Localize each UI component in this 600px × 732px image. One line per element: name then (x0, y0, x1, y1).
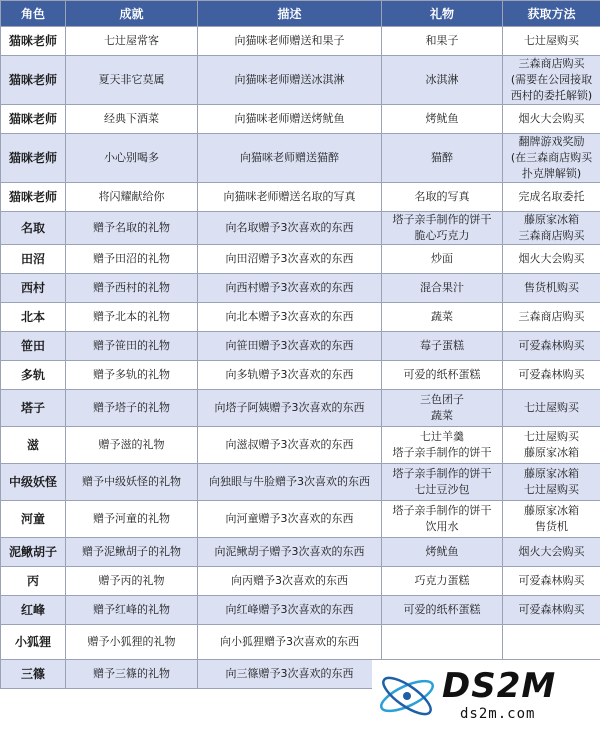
method-line: 七辻屋购买 (524, 34, 579, 47)
method-line: 七辻屋购买 (524, 430, 579, 443)
achievement-cell: 赠予多轨的礼物 (66, 361, 198, 390)
achievement-cell: 赠予北本的礼物 (66, 303, 198, 332)
gift-cell (382, 56, 503, 105)
role-cell: 北本 (1, 303, 66, 332)
header-description: 描述 (198, 1, 382, 27)
method-line: 藤原家冰箱 (524, 504, 579, 517)
achievement-cell: 赠予中级妖怪的礼物 (66, 464, 198, 501)
gift-cell (382, 464, 503, 501)
gift-line: 烤鱿鱼 (425, 545, 459, 558)
role-cell: 田沼 (1, 245, 66, 274)
gift-cell (382, 212, 503, 245)
gift-line: 蔬菜 (431, 409, 453, 422)
role-cell: 滋 (1, 427, 66, 464)
header-gift: 礼物 (382, 1, 503, 27)
gift-line: 莓子蛋糕 (420, 339, 464, 352)
gift-cell (382, 390, 503, 427)
table-row (1, 390, 600, 427)
method-line: 三森商店购买 (518, 229, 585, 242)
table-row (1, 427, 600, 464)
table-row (1, 56, 600, 105)
role-cell: 红峰 (1, 596, 66, 625)
atom-logo-icon (376, 668, 438, 724)
method-cell (503, 390, 600, 427)
role-cell: 三篠 (1, 660, 66, 689)
method-line: (在三森商店购买 (510, 151, 593, 164)
method-cell (503, 183, 600, 212)
method-line: 扑克牌解锁) (521, 167, 582, 180)
gift-line: 可爱的纸杯蛋糕 (403, 603, 481, 616)
description-cell: 向泥鳅胡子赠予3次喜欢的东西 (198, 538, 382, 567)
gift-line: 脆心巧克力 (414, 229, 470, 242)
role-cell: 小狐狸 (1, 625, 66, 660)
gift-line: 饮用水 (425, 520, 459, 533)
method-line: 藤原家冰箱 (524, 467, 579, 480)
method-cell (503, 274, 600, 303)
description-cell: 向名取赠予3次喜欢的东西 (198, 212, 382, 245)
gift-line: 烤鱿鱼 (425, 112, 459, 125)
gift-line: 可爱的纸杯蛋糕 (403, 368, 481, 381)
method-cell (503, 538, 600, 567)
achievement-cell: 夏天非它莫属 (66, 56, 198, 105)
description-cell: 向北本赠予3次喜欢的东西 (198, 303, 382, 332)
table-row (1, 567, 600, 596)
method-line: 可爱森林购买 (518, 574, 585, 587)
method-line: 可爱森林购买 (518, 368, 585, 381)
description-cell: 向田沼赠予3次喜欢的东西 (198, 245, 382, 274)
gift-line: 蔬菜 (431, 310, 453, 323)
method-cell (503, 332, 600, 361)
table-row (1, 183, 600, 212)
description-cell: 向多轨赠予3次喜欢的东西 (198, 361, 382, 390)
gift-line: 巧克力蛋糕 (414, 574, 470, 587)
description-cell: 向独眼与牛脸赠予3次喜欢的东西 (198, 464, 382, 501)
method-line: 售货机 (535, 520, 568, 533)
gift-cell (382, 332, 503, 361)
description-cell: 向三篠赠予3次喜欢的东西 (198, 660, 382, 689)
table-row (1, 625, 600, 660)
description-cell: 向丙赠予3次喜欢的东西 (198, 567, 382, 596)
role-cell: 多轨 (1, 361, 66, 390)
gift-cell (382, 427, 503, 464)
description-cell: 向塔子阿姨赠予3次喜欢的东西 (198, 390, 382, 427)
achievement-cell: 赠予田沼的礼物 (66, 245, 198, 274)
method-cell (503, 464, 600, 501)
description-cell: 向猫咪老师赠送烤鱿鱼 (198, 105, 382, 134)
description-cell: 向小狐狸赠予3次喜欢的东西 (198, 625, 382, 660)
gift-cell (382, 105, 503, 134)
method-line: 烟火大会购买 (518, 545, 585, 558)
method-line: 七辻屋购买 (524, 483, 579, 496)
table-row (1, 538, 600, 567)
table-row (1, 245, 600, 274)
role-cell: 丙 (1, 567, 66, 596)
gift-line: 冰淇淋 (425, 73, 459, 86)
gift-cell (382, 501, 503, 538)
table-row (1, 212, 600, 245)
role-cell: 猫咪老师 (1, 56, 66, 105)
gift-line: 和果子 (425, 34, 459, 47)
method-line: (需要在公园接取 (510, 73, 593, 86)
method-line: 可爱森林购买 (518, 603, 585, 616)
role-cell: 猫咪老师 (1, 183, 66, 212)
achievement-cell: 赠予笹田的礼物 (66, 332, 198, 361)
method-line: 七辻屋购买 (524, 401, 579, 414)
achievement-cell: 赠予小狐狸的礼物 (66, 625, 198, 660)
gift-cell (382, 303, 503, 332)
method-line: 西村的委托解锁) (510, 89, 593, 102)
header-method: 获取方法 (503, 1, 600, 27)
table-header-row (1, 1, 600, 27)
achievement-cell: 赠予河童的礼物 (66, 501, 198, 538)
role-cell: 名取 (1, 212, 66, 245)
achievement-cell: 赠予滋的礼物 (66, 427, 198, 464)
gift-cell (382, 567, 503, 596)
description-cell: 向猫咪老师赠送冰淇淋 (198, 56, 382, 105)
method-line: 藤原家冰箱 (524, 213, 579, 226)
method-cell (503, 427, 600, 464)
gift-line: 炒面 (431, 252, 453, 265)
method-cell (503, 212, 600, 245)
role-cell: 猫咪老师 (1, 27, 66, 56)
method-line: 烟火大会购买 (518, 252, 585, 265)
logo-brand-text: DS2M (442, 666, 557, 706)
gift-cell (382, 183, 503, 212)
gift-line: 三色团子 (420, 393, 464, 406)
gift-line: 猫醉 (431, 151, 453, 164)
method-cell (503, 27, 600, 56)
gift-line: 七辻羊羹 (420, 430, 464, 443)
table-row (1, 361, 600, 390)
method-cell (503, 361, 600, 390)
achievement-cell: 赠予三篠的礼物 (66, 660, 198, 689)
role-cell: 河童 (1, 501, 66, 538)
table-row (1, 105, 600, 134)
gift-line: 塔子亲手制作的饼干 (392, 446, 492, 459)
method-line: 翻牌游戏奖励 (518, 135, 585, 148)
role-cell: 猫咪老师 (1, 105, 66, 134)
description-cell: 向河童赠予3次喜欢的东西 (198, 501, 382, 538)
achievement-cell: 经典下酒菜 (66, 105, 198, 134)
header-achievement: 成就 (66, 1, 198, 27)
method-cell (503, 501, 600, 538)
role-cell: 中级妖怪 (1, 464, 66, 501)
method-cell (503, 245, 600, 274)
table-row (1, 501, 600, 538)
gift-line: 名取的写真 (414, 190, 470, 203)
achievement-cell: 小心别喝多 (66, 134, 198, 183)
table-body (1, 27, 600, 689)
method-cell (503, 596, 600, 625)
achievement-cell: 将闪耀献给你 (66, 183, 198, 212)
gift-line: 七辻豆沙包 (414, 483, 470, 496)
table-row (1, 332, 600, 361)
achievement-cell: 赠予泥鳅胡子的礼物 (66, 538, 198, 567)
method-cell (503, 105, 600, 134)
method-line: 烟火大会购买 (518, 112, 585, 125)
description-cell: 向猫咪老师赠送名取的写真 (198, 183, 382, 212)
gift-cell (382, 134, 503, 183)
method-line: 售货机购买 (524, 281, 579, 294)
method-line: 三森商店购买 (518, 57, 585, 70)
table-row (1, 274, 600, 303)
achievement-cell: 赠予西村的礼物 (66, 274, 198, 303)
role-cell: 泥鳅胡子 (1, 538, 66, 567)
table-row (1, 464, 600, 501)
description-cell: 向滋叔赠予3次喜欢的东西 (198, 427, 382, 464)
gift-cell (382, 625, 503, 660)
achievement-cell: 赠予塔子的礼物 (66, 390, 198, 427)
site-logo (372, 660, 600, 732)
gift-cell (382, 274, 503, 303)
table-row (1, 303, 600, 332)
table-row (1, 596, 600, 625)
method-line: 完成名取委托 (518, 190, 585, 203)
role-cell: 西村 (1, 274, 66, 303)
method-line: 藤原家冰箱 (524, 446, 579, 459)
gift-cell (382, 596, 503, 625)
role-cell: 笹田 (1, 332, 66, 361)
description-cell: 向笹田赠予3次喜欢的东西 (198, 332, 382, 361)
role-cell: 塔子 (1, 390, 66, 427)
role-cell: 猫咪老师 (1, 134, 66, 183)
table-row (1, 134, 600, 183)
method-cell (503, 567, 600, 596)
method-cell (503, 56, 600, 105)
achievement-cell: 赠予丙的礼物 (66, 567, 198, 596)
gift-line: 塔子亲手制作的饼干 (392, 213, 492, 226)
description-cell: 向猫咪老师赠送猫醉 (198, 134, 382, 183)
achievement-cell: 赠予名取的礼物 (66, 212, 198, 245)
gift-cell (382, 27, 503, 56)
description-cell: 向西村赠予3次喜欢的东西 (198, 274, 382, 303)
achievement-cell: 七辻屋常客 (66, 27, 198, 56)
description-cell: 向红峰赠予3次喜欢的东西 (198, 596, 382, 625)
method-cell (503, 134, 600, 183)
method-cell (503, 303, 600, 332)
logo-url-text: ds2m.com (460, 706, 536, 722)
gift-cell (382, 245, 503, 274)
gift-line: 塔子亲手制作的饼干 (392, 467, 492, 480)
header-role: 角色 (1, 1, 66, 27)
gift-cell (382, 538, 503, 567)
method-line: 可爱森林购买 (518, 339, 585, 352)
method-line: 三森商店购买 (518, 310, 585, 323)
achievement-cell: 赠予红峰的礼物 (66, 596, 198, 625)
gift-line: 混合果汁 (420, 281, 464, 294)
description-cell: 向猫咪老师赠送和果子 (198, 27, 382, 56)
method-cell (503, 625, 600, 660)
gift-cell (382, 361, 503, 390)
table-row (1, 27, 600, 56)
gift-line: 塔子亲手制作的饼干 (392, 504, 492, 517)
